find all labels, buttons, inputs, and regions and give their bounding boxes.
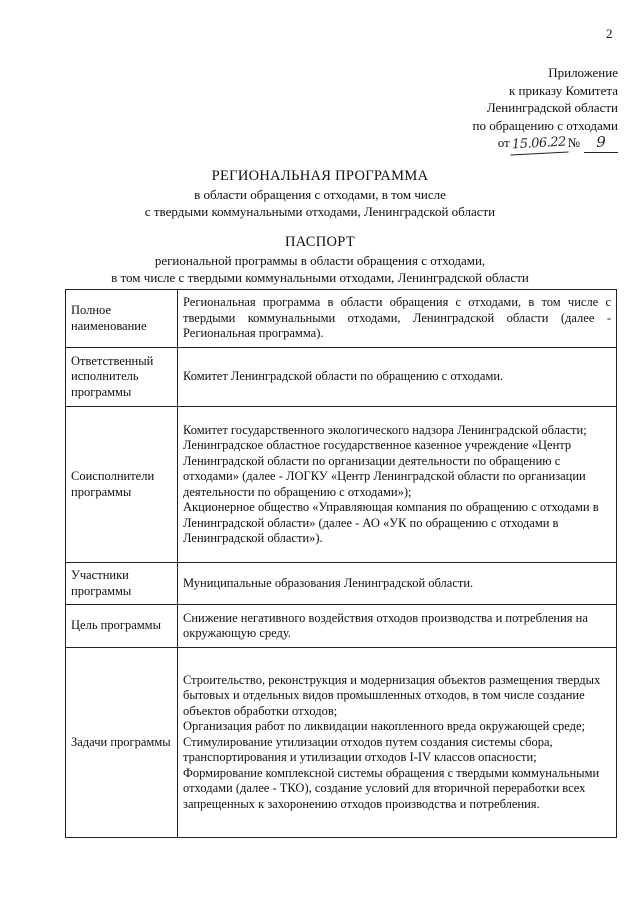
handwritten-number: 9 — [584, 134, 618, 153]
value-line: Формирование комплексной системы обращения с твердыми коммунальными отходами (далее - ТКО), создание условий для вторичной переработки всех запрещенных к захоронению отходов производства и потребления. — [183, 765, 600, 811]
row-label: Цель программы — [66, 605, 178, 648]
handwritten-date: 15.06.22 — [509, 133, 568, 155]
value-line: Строительство, реконструкция и модернизация объектов размещения твердых бытовых и отдельных видов промышленных отходов, в том числе создание объектов обработки отходов; — [183, 672, 601, 718]
value-line: Комитет государственного экологического надзора Ленинградской области; — [183, 422, 587, 437]
appendix-line: Приложение — [548, 65, 618, 80]
passport-table — [65, 289, 617, 838]
passport-subtitle-line: в том числе с твердыми коммунальными отходами, Ленинградской области — [111, 270, 529, 285]
row-label: Задачи программы — [66, 648, 178, 838]
appendix-line: Ленинградской области — [486, 100, 618, 115]
row-value — [178, 407, 617, 563]
row-value: Комитет Ленинградской области по обращению с отходами. — [178, 348, 617, 407]
number-prefix: № — [567, 135, 580, 150]
program-subtitle-line: в области обращения с отходами, в том числе — [194, 186, 446, 202]
value-line: Организация работ по ликвидации накопленного вреда окружающей среде; — [183, 719, 586, 734]
row-value: Региональная программа в области обращения с отходами, в том числе с твердыми коммунальными отходами, Ленинградской области (далее - Региональная программа). — [178, 290, 617, 348]
passport-subtitle-line: региональной программы в области обращения с отходами, — [154, 252, 486, 268]
appendix-block — [358, 64, 618, 154]
row-label: Соисполнители программы — [66, 407, 178, 563]
program-subtitle-line: с твердыми коммунальными отходами, Ленинградской области — [144, 204, 496, 219]
table-row — [66, 563, 617, 605]
row-label: Ответственный исполнитель программы — [66, 348, 178, 407]
passport-title-block — [0, 234, 640, 287]
program-title-block — [0, 168, 640, 221]
table-row — [66, 648, 617, 838]
row-label: Полное наименование — [66, 290, 178, 348]
value-line: Акционерное общество «Управляющая компания по обращению с отходами в Ленинградской области» (далее - АО «УК по обращению с отходами в Ленинградской области»). — [183, 500, 599, 545]
table-row — [66, 290, 617, 348]
page-number: 2 — [606, 26, 613, 41]
value-line: Стимулирование утилизации отходов путем создания системы сбора, транспортирования и утилизации отходов I-IV классов опасности; — [183, 734, 553, 765]
row-value: Муниципальные образования Ленинградской области. — [178, 563, 617, 605]
table-row — [66, 605, 617, 648]
row-value: Снижение негативного воздействия отходов производства и потребления на окружающую среду. — [178, 605, 617, 648]
appendix-date-line — [358, 134, 618, 154]
appendix-line: к приказу Комитета — [508, 82, 618, 98]
table-row — [66, 348, 617, 407]
row-value — [178, 648, 617, 838]
row-label: Участники программы — [66, 563, 178, 605]
program-title: РЕГИОНАЛЬНАЯ ПРОГРАММА — [211, 168, 429, 184]
passport-title: ПАСПОРТ — [284, 234, 356, 250]
appendix-line: по обращению с отходами — [472, 117, 618, 133]
table-row — [66, 407, 617, 563]
date-prefix: от — [497, 135, 510, 150]
value-line: Ленинградское областное государственное казенное учреждение «Центр Ленинградской области по организации деятельности по обращению с отходами» (далее - ЛОГКУ «Центр Ленинградской области по организации деятельности по обращению с отходами»); — [183, 438, 586, 499]
